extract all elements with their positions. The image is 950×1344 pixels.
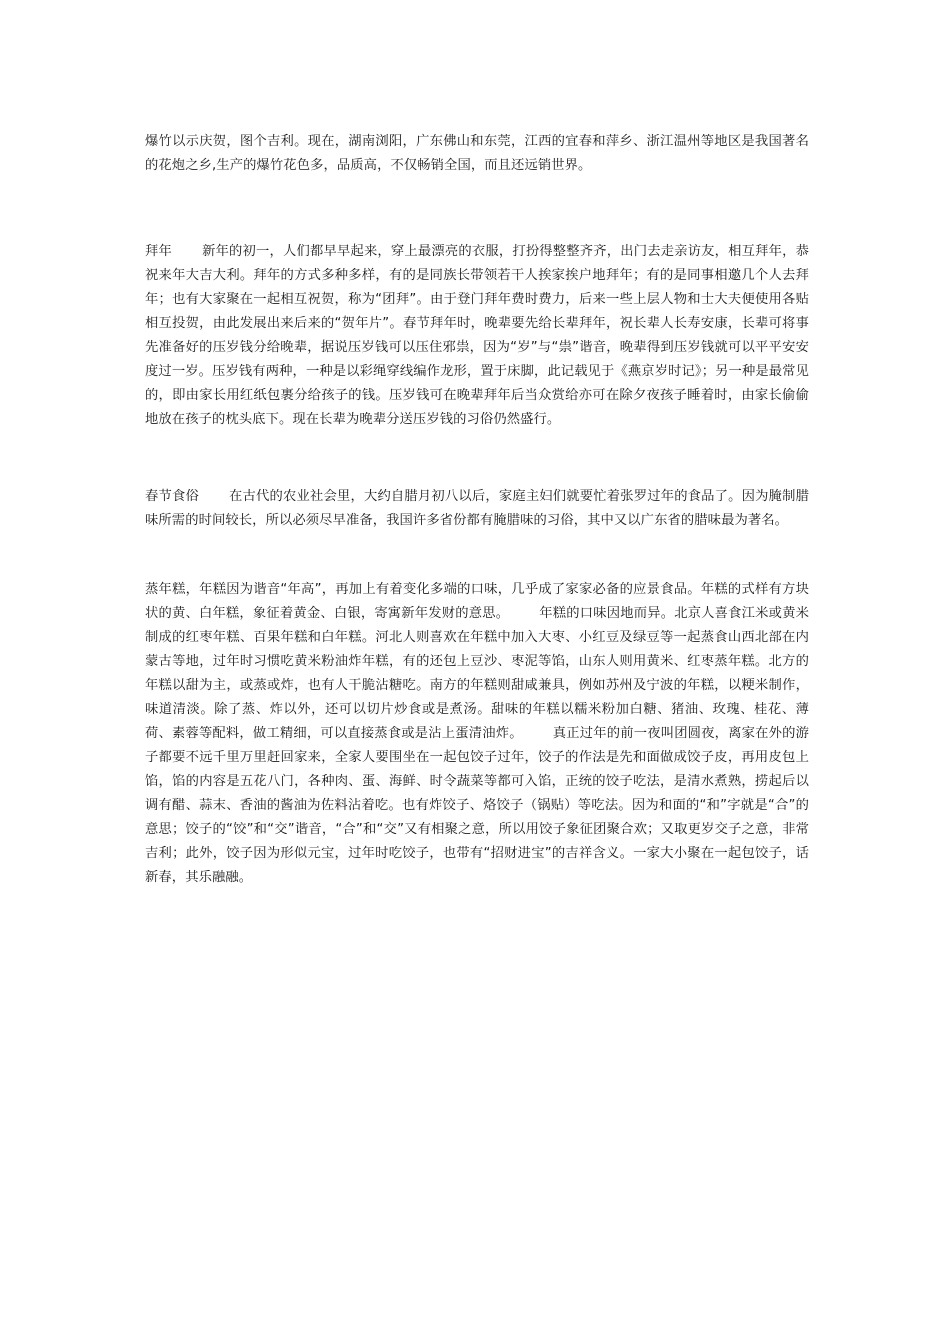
- shisu-paragraph: [145, 485, 809, 533]
- bainian-paragraph: [145, 240, 809, 432]
- intro-paragraph: [145, 130, 809, 178]
- intro-text: 爆竹以示庆贺，图个吉利。现在，湖南浏阳，广东佛山和东莞，江西的宜春和萍乡、浙江温州等地区是我国著名的花炮之乡,生产的爆竹花色多，品质高，不仅畅销全国，而且还远销世界。: [145, 134, 809, 173]
- shisu-heading: 春节食俗: [145, 489, 199, 504]
- niangao-part3: 真正过年的前一夜叫团圆夜，离家在外的游子都要不远千里万里赶回家来，全家人要围坐在一起包饺子过年，饺子的作法是先和面做成饺子皮，再用皮包上馅，馅的内容是五花八门，各种肉、蛋、海鲜、时令蔬菜等都可入馅，正统的饺子吃法，是清水煮熟，捞起后以调有醋、蒜末、香油的酱油为佐料沾着吃。也有炸饺子、烙饺子（锅贴）等吃法。因为和面的“和”字就是“合”的意思；饺子的“饺”和“交”谐音，“合”和“交”又有相聚之意，所以用饺子象征团聚合欢；又取更岁交子之意，非常吉利；此外，饺子因为形似元宝，过年时吃饺子，也带有“招财进宝”的吉祥含义。一家大小聚在一起包饺子，话新春，其乐融融。: [145, 726, 809, 885]
- bainian-heading: 拜年: [145, 244, 172, 259]
- niangao-part2: 年糕的口味因地而异。北京人喜食江米或黄米制成的红枣年糕、百果年糕和白年糕。河北人则喜欢在年糕中加入大枣、小红豆及绿豆等一起蒸食山西北部在内蒙古等地，过年时习惯吃黄米粉油炸年糕，有的还包上豆沙、枣泥等馅，山东人则用黄米、红枣蒸年糕。北方的年糕以甜为主，或蒸或炸，也有人干脆沾糖吃。南方的年糕则甜咸兼具，例如苏州及宁波的年糕，以粳米制作，味道清淡。除了蒸、炸以外，还可以切片炒食或是煮汤。甜味的年糕以糯米粉加白糖、猪油、玫瑰、桂花、薄荷、素蓉等配料，做工精细，可以直接蒸食或是沾上蛋清油炸。: [145, 606, 810, 741]
- niangao-paragraph: [145, 578, 809, 890]
- niangao-part1: 蒸年糕，年糕因为谐音“年高”，再加上有着变化多端的口味，几乎成了家家必备的应景食品。年糕的式样有方块状的黄、白年糕，象征着黄金、白银，寄寓新年发财的意思。: [145, 582, 809, 621]
- shisu-body: 在古代的农业社会里，大约自腊月初八以后，家庭主妇们就要忙着张罗过年的食品了。因为腌制腊味所需的时间较长，所以必须尽早准备，我国许多省份都有腌腊味的习俗，其中又以广东省的腊味最为著名。: [145, 489, 809, 528]
- bainian-body: 新年的初一，人们都早早起来，穿上最漂亮的衣服，打扮得整整齐齐，出门去走亲访友，相互拜年，恭祝来年大吉大利。拜年的方式多种多样，有的是同族长带领若干人挨家挨户地拜年；有的是同事相邀几个人去拜年；也有大家聚在一起相互祝贺，称为“团拜”。由于登门拜年费时费力，后来一些上层人物和士大夫便使用各贴相互投贺，由此发展出来后来的“贺年片”。春节拜年时，晚辈要先给长辈拜年，祝长辈人长寿安康，长辈可将事先准备好的压岁钱分给晚辈，据说压岁钱可以压住邪祟，因为“岁”与“祟”谐音，晚辈得到压岁钱就可以平平安安度过一岁。压岁钱有两种，一种是以彩绳穿线编作龙形，置于床脚，此记载见于《燕京岁时记》；另一种是最常见的，即由家长用红纸包裹分给孩子的钱。压岁钱可在晚辈拜年后当众赏给亦可在除夕夜孩子睡着时，由家长偷偷地放在孩子的枕头底下。现在长辈为晚辈分送压岁钱的习俗仍然盛行。: [145, 244, 810, 427]
